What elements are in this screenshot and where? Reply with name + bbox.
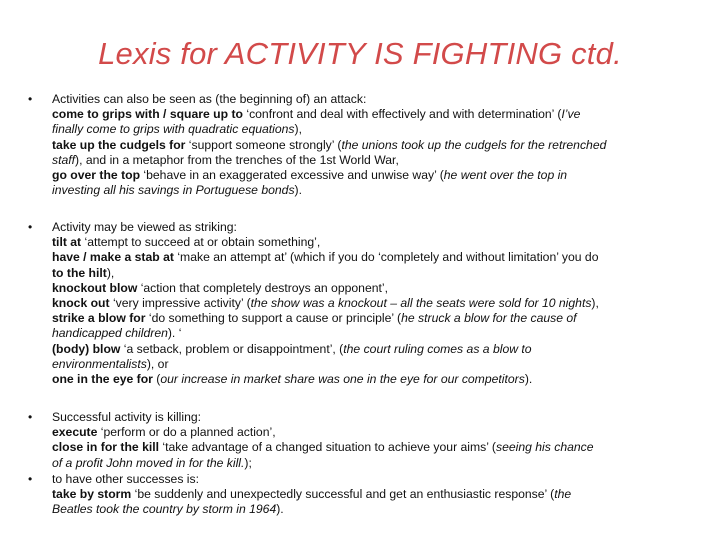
text-line	[52, 357, 700, 372]
gloss-text: ), or	[146, 356, 169, 371]
text-line	[52, 440, 700, 455]
gloss-text: (	[152, 372, 161, 387]
gloss-text: ‘support someone strongly’ (	[185, 137, 342, 152]
text-line	[52, 456, 700, 471]
gloss-text: Activities can also be seen as (the beginning of) an attack:	[52, 92, 367, 106]
gloss-text: ‘do something to support a cause or principle’ (	[145, 311, 402, 326]
gloss-text: ‘perform or do a planned action’,	[97, 425, 276, 440]
lexis-term: close in for the kill	[52, 440, 160, 455]
section-3	[52, 410, 700, 471]
text-line	[52, 342, 700, 357]
lexis-term: come to grips with / square up to	[52, 107, 243, 122]
bullet-4: •	[28, 472, 33, 486]
text-line	[52, 138, 700, 153]
lexis-term: tilt at	[52, 235, 82, 250]
example-text: the show was a knockout – all the seats were sold for 10 nights	[250, 296, 592, 311]
example-text: Beatles took the country by storm in 1964	[52, 502, 277, 517]
section-4	[52, 472, 700, 518]
example-text: I’ve	[561, 107, 581, 122]
text-line	[52, 183, 700, 198]
gloss-text: ),	[106, 265, 115, 280]
section-2	[52, 220, 700, 387]
example-text: he went over the top in	[443, 168, 568, 183]
lexis-term: (body) blow	[52, 341, 121, 356]
example-text: seeing his chance	[495, 440, 594, 455]
lexis-term: to the hilt	[52, 265, 107, 280]
text-line	[52, 281, 700, 296]
gloss-text: Activity may be viewed as striking:	[52, 220, 237, 234]
text-line	[52, 425, 700, 440]
example-text: of a profit John moved in for the kill.	[52, 455, 245, 470]
lexis-term: take by storm	[52, 487, 132, 502]
section-1	[52, 92, 700, 198]
text-line	[52, 235, 700, 250]
gloss-text: ),	[591, 296, 599, 311]
gloss-text: ‘take advantage of a changed situation to achieve your aims’ (	[159, 440, 496, 455]
lexis-term: one in the eye for	[52, 372, 153, 387]
text-line	[52, 107, 700, 122]
text-line	[52, 311, 700, 326]
slide-title: Lexis for ACTIVITY IS FIGHTING ctd.	[98, 36, 622, 71]
gloss-text: ‘make an attempt at’ (which if you do ‘completely and without limitation’ you do	[173, 250, 599, 265]
gloss-text: ‘behave in an exaggerated excessive and unwise way’ (	[140, 168, 444, 183]
gloss-text: ‘a setback, problem or disappointment’, (	[120, 341, 344, 356]
lexis-term: go over the top	[52, 168, 141, 183]
example-text: investing all his savings in Portuguese bonds	[52, 183, 295, 198]
text-line	[52, 168, 700, 183]
gloss-text: ).	[294, 183, 302, 198]
lexis-term: take up the cudgels for	[52, 137, 186, 152]
text-line	[52, 326, 700, 341]
gloss-text: ‘be suddenly and unexpectedly successful and get an enthusiastic response’ (	[131, 487, 555, 502]
gloss-text: ), and in a metaphor from the trenches of the 1st World War,	[75, 152, 399, 167]
text-line	[52, 502, 700, 517]
example-text: finally come to grips with quadratic equations	[52, 122, 295, 137]
gloss-text: to have other successes is:	[52, 472, 199, 486]
text-line	[52, 266, 700, 281]
example-text: the	[554, 487, 572, 502]
bullet-1: •	[28, 92, 33, 106]
example-text: our increase in market share was one in the eye for our competitors	[160, 372, 525, 387]
text-line	[52, 372, 700, 387]
text-line	[52, 250, 700, 265]
text-line	[52, 92, 700, 107]
bullet-2: •	[28, 220, 33, 234]
example-text: handicapped children	[52, 326, 168, 341]
gloss-text: );	[244, 455, 252, 470]
text-line	[52, 410, 700, 425]
text-line	[52, 153, 700, 168]
bullet-3: •	[28, 410, 33, 424]
lexis-term: have / make a stab at	[52, 250, 174, 265]
example-text: the unions took up the cudgels for the retrenched	[341, 137, 607, 152]
gloss-text: ‘attempt to succeed at or obtain something’,	[81, 235, 321, 250]
example-text: the court ruling comes as a blow to	[343, 341, 532, 356]
lexis-term: knockout blow	[52, 280, 138, 295]
gloss-text: ). ‘	[167, 326, 182, 341]
text-line	[52, 487, 700, 502]
text-line	[52, 122, 700, 137]
example-text: environmentalists	[52, 356, 147, 371]
gloss-text: ‘very impressive activity’ (	[109, 296, 251, 311]
example-text: staff	[52, 152, 76, 167]
lexis-term: execute	[52, 425, 98, 440]
text-line	[52, 472, 700, 487]
gloss-text: ).	[524, 372, 533, 387]
lexis-term: strike a blow for	[52, 311, 146, 326]
gloss-text: ‘confront and deal with effectively and with determination’ (	[242, 107, 562, 122]
gloss-text: ‘action that completely destroys an opponent’,	[137, 280, 388, 295]
gloss-text: ).	[276, 502, 284, 517]
gloss-text: ),	[294, 122, 302, 137]
text-line	[52, 296, 700, 311]
gloss-text: Successful activity is killing:	[52, 410, 202, 424]
text-line	[52, 220, 700, 235]
example-text: he struck a blow for the cause of	[401, 311, 577, 326]
lexis-term: knock out	[52, 296, 110, 311]
